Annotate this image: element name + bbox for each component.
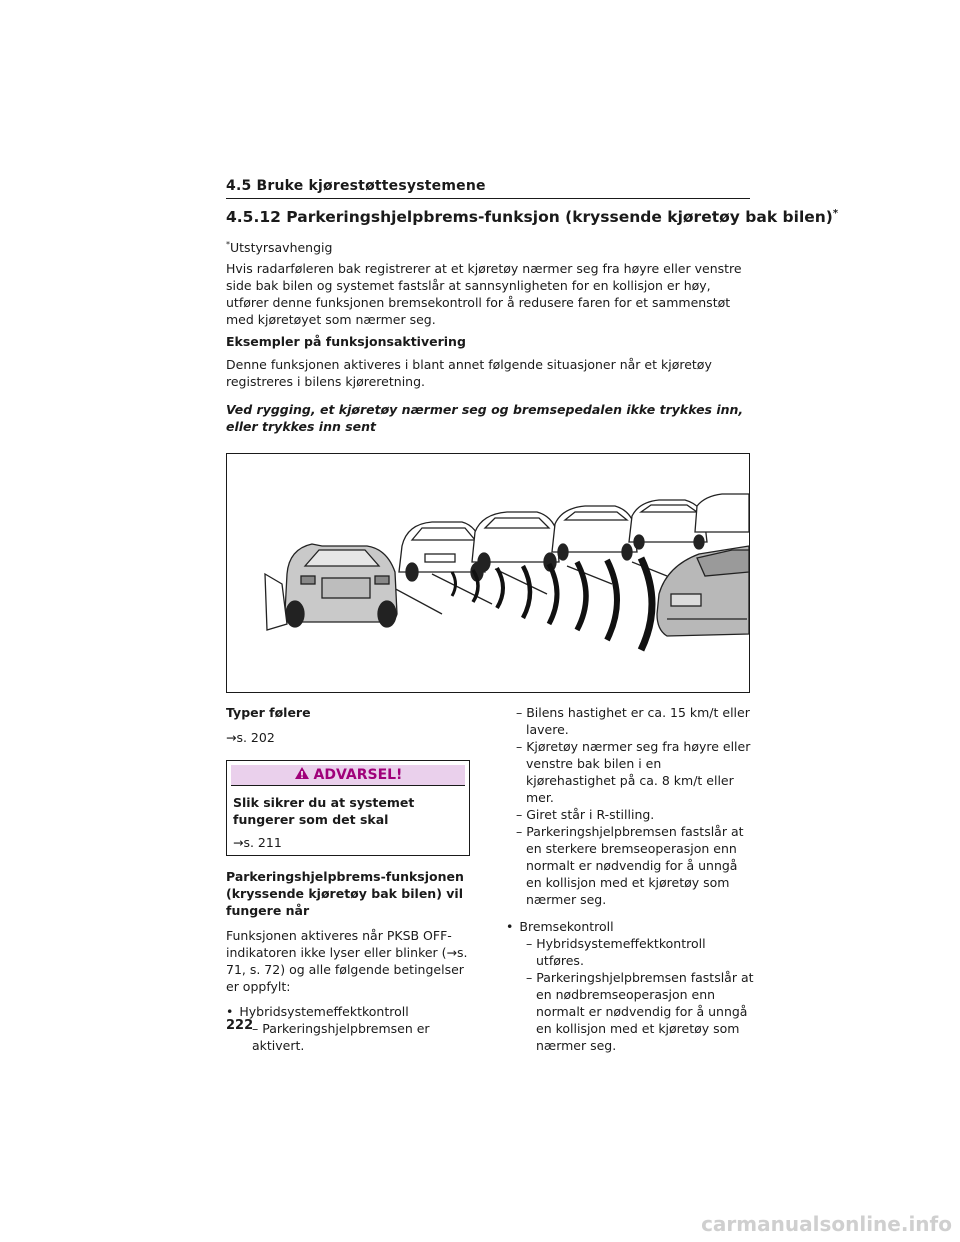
right-column [506, 704, 754, 1054]
warning-triangle-icon [294, 766, 310, 785]
intro-paragraph: Hvis radarføleren bak registrerer at et kjøretøy nærmer seg fra høyre eller venstre side bak bilen og systemet fastslår at sannsynligheten for en kollisjon er høy, utfører denne funksjonen bremsekontroll for å redusere faren for et sammenstøt med kjøretøyet som nærmer seg. [226, 261, 742, 327]
sensor-types-heading: Typer følere [226, 705, 311, 720]
dash-item: – Bilens hastighet er ca. 15 km/t eller lavere. [516, 705, 750, 737]
bullet-label: Bremsekontroll [519, 919, 614, 934]
warning-header [231, 765, 465, 786]
watermark: carmanualsonline.info [701, 1212, 952, 1236]
dash-item: – Parkeringshjelpbremsen fastslår at en nødbremseoperasjon enn normalt er nødvendig for å unngå en kollisjon med et kjøretøy som nærmer seg. [526, 970, 754, 1053]
parked-car-1 [399, 522, 485, 581]
reversing-car [285, 544, 397, 627]
works-heading: Parkeringshjelpbrems-funksjonen (kryssende kjøretøy bak bilen) vil fungere når [226, 869, 464, 918]
left-column [226, 704, 470, 1054]
parked-car-3 [552, 506, 637, 560]
bullet-dot: • [226, 1004, 234, 1019]
examples-heading: Eksempler på funksjonsaktivering [226, 334, 466, 349]
dash-item: – Hybridsystemeffektkontroll utføres. [526, 936, 706, 968]
dash-item: – Giret står i R-stilling. [516, 807, 655, 822]
note-mark: * [226, 240, 230, 249]
warning-box [226, 760, 470, 856]
scenario-heading: Ved rygging, et kjøretøy nærmer seg og bremsepedalen ikke trykkes inn, eller trykkes inn sent [226, 402, 744, 434]
dash-item: – Parkeringshjelpbremsen er aktivert. [252, 1021, 430, 1053]
equipment-note [226, 236, 332, 256]
note-text: Utstyrsavhengig [230, 240, 333, 256]
parked-car-5 [695, 494, 749, 532]
sensor-types-ref[interactable]: →s. 202 [226, 730, 275, 745]
warning-heading: Slik sikrer du at systemet fungerer som det skal [233, 795, 415, 827]
bullet-label: Hybridsystemeffektkontroll [239, 1004, 409, 1019]
bullet-item [506, 918, 754, 935]
section-title [226, 208, 839, 227]
page-number: 222 [226, 1018, 254, 1033]
title-footnote-mark: * [832, 208, 839, 219]
examples-text: Denne funksjonen aktiveres i blant annet følgende situasjoner når et kjøretøy registreres i bilens kjøreretning. [226, 357, 712, 389]
warning-ref[interactable]: →s. 211 [233, 835, 282, 850]
parking-illustration [226, 453, 750, 693]
section-header: 4.5 Bruke kjørestøttesystemene [226, 178, 750, 199]
dash-item: – Parkeringshjelpbremsen fastslår at en sterkere bremseoperasjon enn normalt er nødvendig for å unngå en kollisjon med et kjøretøy som nærmer seg. [516, 824, 744, 907]
parked-car-2 [472, 512, 559, 571]
section-title-text: 4.5.12 Parkeringshjelpbrems-funksjon (kryssende kjøretøy bak bilen) [226, 208, 833, 227]
warning-label: ADVARSEL! [313, 766, 403, 783]
works-text: Funksjonen aktiveres når PKSB OFF-indikatoren ikke lyser eller blinker (→s. 71, s. 72) og alle følgende betingelser er oppfylt: [226, 928, 468, 994]
bullet-item [226, 1003, 470, 1020]
bullet-dot: • [506, 919, 514, 934]
dash-item: – Kjøretøy nærmer seg fra høyre eller venstre bak bilen i en kjørehastighet på ca. 8 km/t eller mer. [516, 739, 751, 805]
approaching-car [657, 546, 749, 636]
